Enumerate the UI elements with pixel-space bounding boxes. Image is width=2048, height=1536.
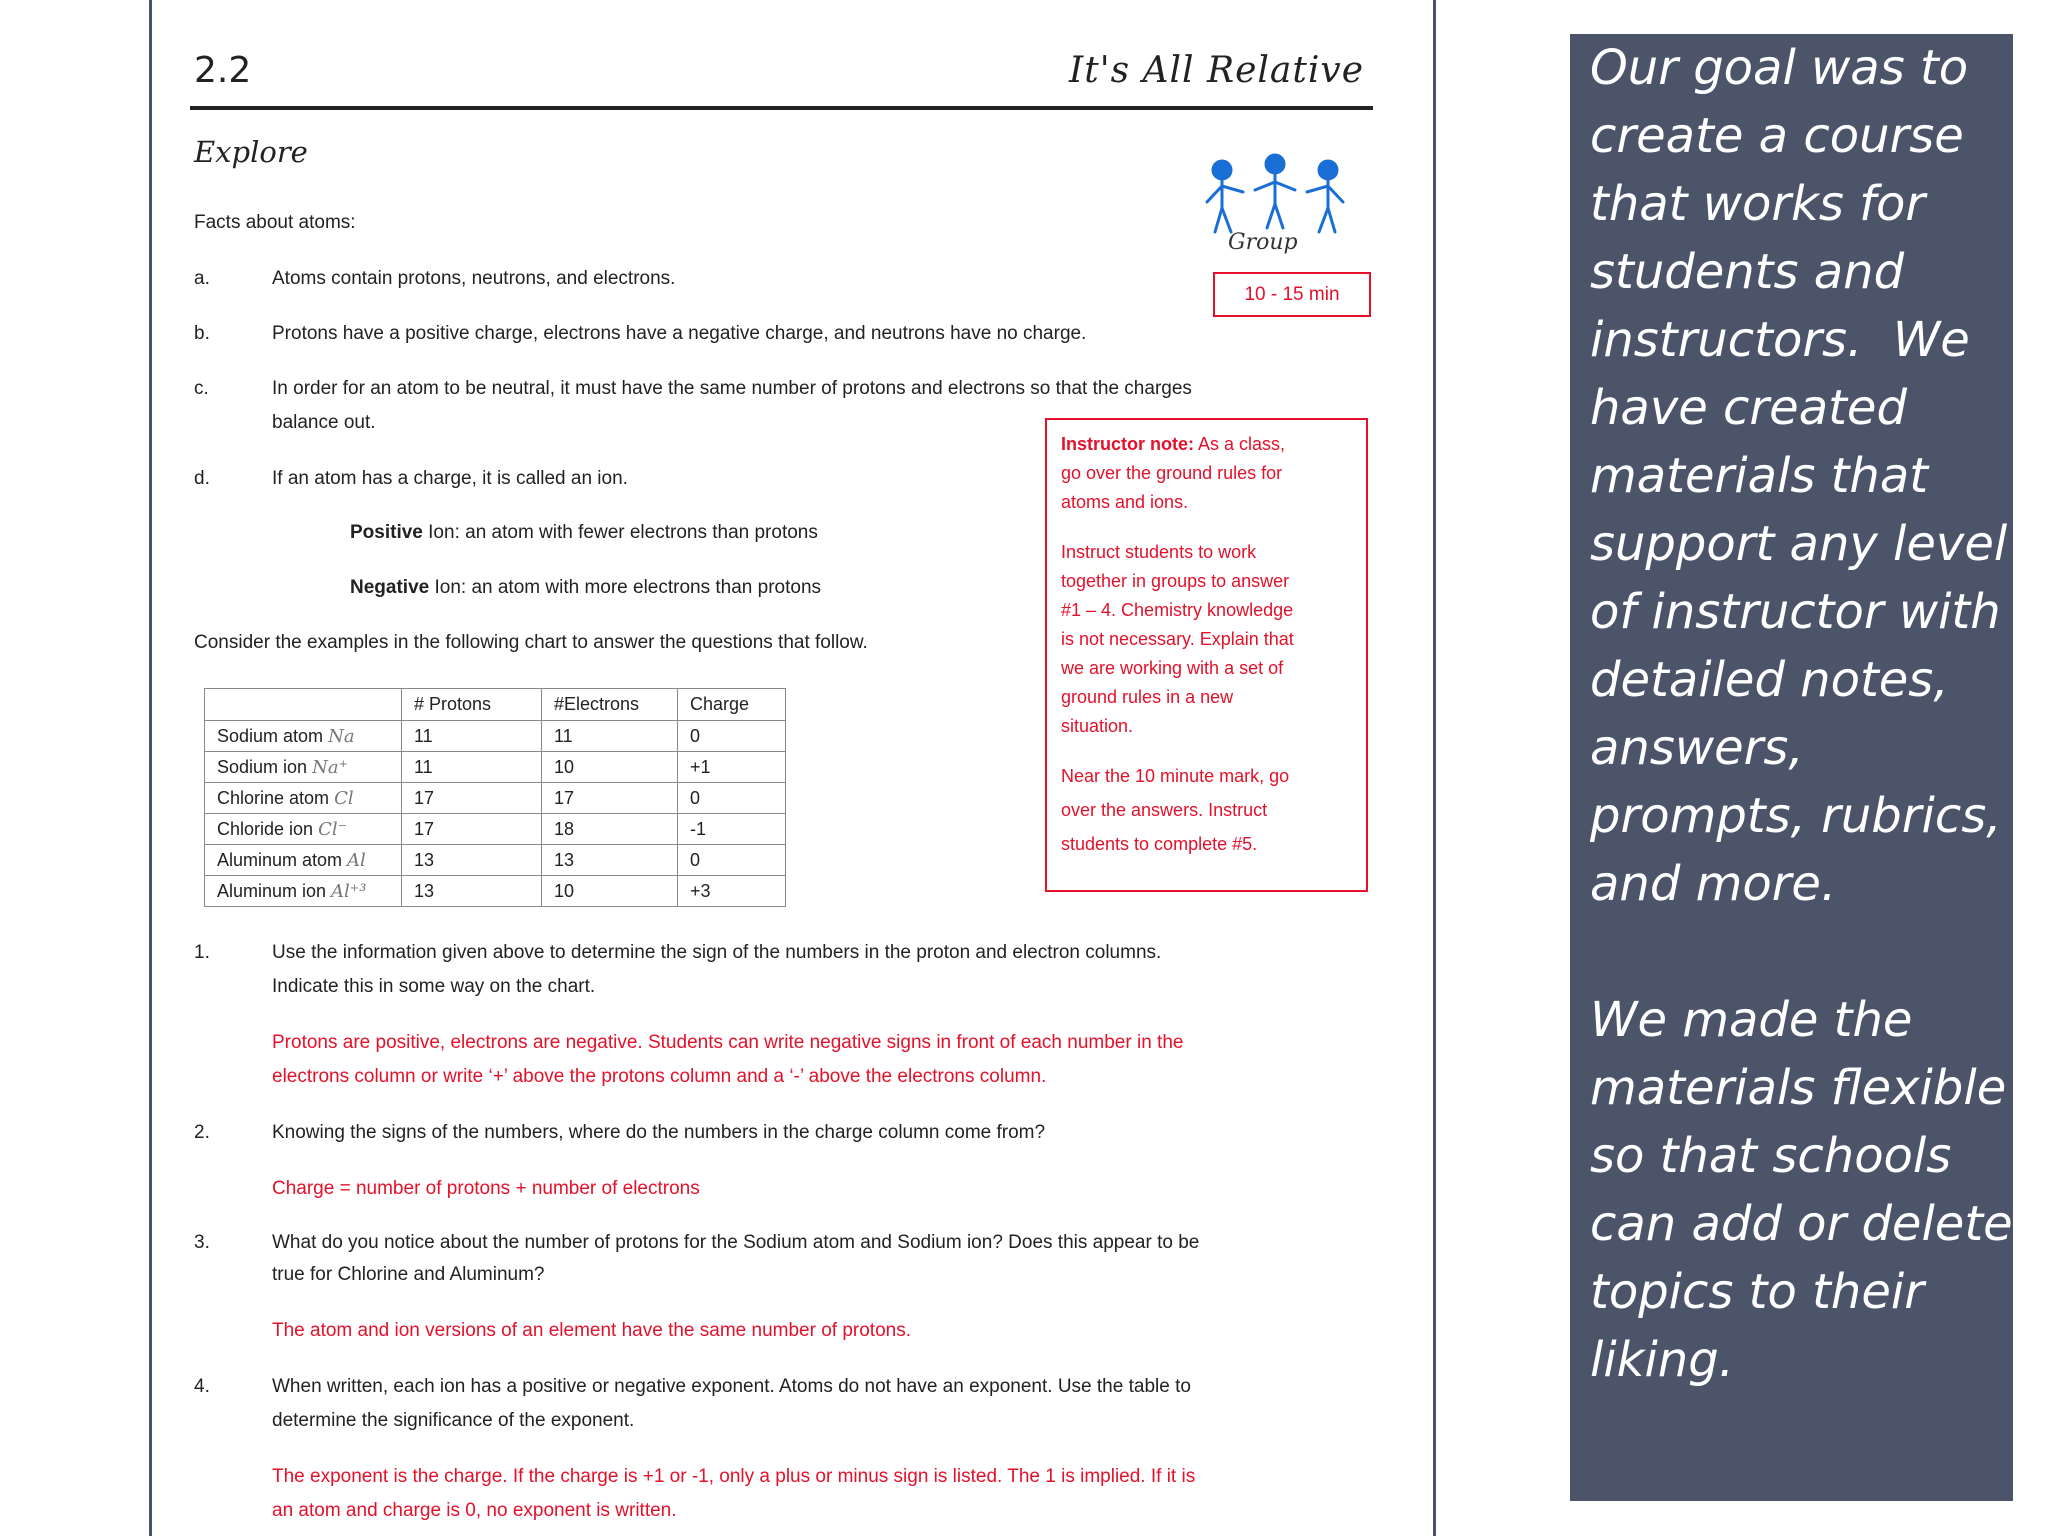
panel-line: students and	[1590, 244, 1905, 300]
instructor-note-box	[1045, 418, 1368, 892]
document-right-border	[1433, 0, 1436, 1536]
positive-ion-text: Ion: an atom with fewer electrons than protons	[422, 522, 818, 543]
question-text: Indicate this in some way on the chart.	[272, 976, 596, 997]
fact-marker: c.	[194, 378, 209, 399]
table-cell-charge: +1	[678, 752, 786, 783]
negative-ion-definition	[350, 577, 821, 599]
panel-line: prompts, rubrics,	[1590, 788, 2002, 844]
panel-line: have created	[1590, 380, 1907, 436]
panel-line: instructors. We	[1590, 312, 1970, 368]
species-symbol: Cl	[334, 787, 354, 809]
panel-line: Our goal was to	[1590, 40, 1969, 96]
positive-ion-definition	[350, 522, 818, 544]
table-cell-electrons: 11	[542, 721, 678, 752]
chart-intro: Consider the examples in the following chart to answer the questions that follow.	[194, 632, 868, 653]
answer-text: Charge = number of protons + number of electrons	[272, 1178, 700, 1199]
table-row	[205, 783, 786, 814]
table-cell-protons: 13	[402, 845, 542, 876]
instructor-note-line: students to complete #5.	[1061, 834, 1258, 854]
question-number: 1.	[194, 942, 210, 963]
table-cell-charge: 0	[678, 845, 786, 876]
explore-heading: Explore	[194, 135, 308, 169]
table-header-cell: # Protons	[402, 689, 542, 721]
panel-line: support any level	[1590, 516, 2008, 572]
table-cell-protons: 17	[402, 814, 542, 845]
positive-ion-term: Positive	[350, 522, 423, 543]
question-number: 4.	[194, 1376, 210, 1397]
instructor-note-line: #1 – 4. Chemistry knowledge	[1061, 600, 1294, 620]
question-text: determine the significance of the exponent.	[272, 1410, 635, 1431]
instructor-note-label: Instructor note:	[1061, 434, 1194, 454]
species-name: Sodium atom	[217, 725, 329, 746]
table-row	[205, 814, 786, 845]
fact-text: balance out.	[272, 412, 376, 433]
instructor-note-line: ground rules in a new	[1061, 687, 1234, 707]
panel-line: of instructor with	[1590, 584, 2001, 640]
instructor-note-line: situation.	[1061, 716, 1134, 736]
fact-text: If an atom has a charge, it is called an ion.	[272, 468, 628, 489]
question-text: What do you notice about the number of protons for the Sodium atom and Sodium ion? Does this appear to be	[272, 1232, 1200, 1253]
panel-line: that works for	[1590, 176, 1926, 232]
facts-intro: Facts about atoms:	[194, 212, 356, 233]
table-cell-charge: +3	[678, 876, 786, 907]
section-number: 2.2	[194, 50, 252, 91]
table-cell-protons: 17	[402, 783, 542, 814]
instructor-note-line: Instruct students to work	[1061, 542, 1257, 562]
negative-ion-term: Negative	[350, 577, 430, 598]
question-text: Use the information given above to determine the sign of the numbers in the proton and electron columns.	[272, 942, 1162, 963]
table-cell-protons: 11	[402, 721, 542, 752]
species-name: Aluminum atom	[217, 849, 348, 870]
panel-line: We made the	[1590, 992, 1913, 1048]
species-symbol: Na⁺	[312, 756, 349, 778]
answer-text: The atom and ion versions of an element have the same number of protons.	[272, 1320, 911, 1341]
section-title: It's All Relative	[1069, 50, 1364, 91]
table-header-cell: Charge	[678, 689, 786, 721]
panel-line: can add or delete	[1590, 1196, 2013, 1252]
question-text: Knowing the signs of the numbers, where do the numbers in the charge column come from?	[272, 1122, 1046, 1143]
species-symbol: Al	[347, 849, 366, 871]
answer-text: The exponent is the charge. If the charge is +1 or -1, only a plus or minus sign is listed. The 1 is implied. If it is	[272, 1466, 1196, 1487]
table-cell-name	[205, 845, 402, 876]
table-header-cell	[205, 689, 402, 721]
table-cell-electrons: 13	[542, 845, 678, 876]
document-left-border	[149, 0, 152, 1536]
time-badge: 10 - 15 min	[1213, 272, 1371, 317]
table-cell-electrons: 17	[542, 783, 678, 814]
fact-marker: d.	[194, 468, 210, 489]
panel-line: topics to their	[1590, 1264, 1924, 1320]
instructor-note-line: is not necessary. Explain that	[1061, 629, 1294, 649]
panel-line: liking.	[1590, 1332, 1734, 1388]
question-text: true for Chlorine and Aluminum?	[272, 1264, 545, 1285]
table-cell-name	[205, 876, 402, 907]
fact-text: Protons have a positive charge, electrons have a negative charge, and neutrons have no charge.	[272, 323, 1087, 344]
table-cell-name	[205, 783, 402, 814]
table-cell-name	[205, 814, 402, 845]
table-cell-charge: -1	[678, 814, 786, 845]
instructor-note-line	[1061, 430, 1285, 459]
table-cell-protons: 13	[402, 876, 542, 907]
instructor-note-line: together in groups to answer	[1061, 571, 1290, 591]
species-symbol: Na	[328, 725, 355, 747]
table-row	[205, 721, 786, 752]
species-name: Chlorine atom	[217, 787, 335, 808]
panel-line: materials flexible	[1590, 1060, 2007, 1116]
instructor-note-line: we are working with a set of	[1061, 658, 1284, 678]
atoms-ions-table	[204, 688, 786, 907]
table-cell-name	[205, 752, 402, 783]
panel-line: and more.	[1590, 856, 1837, 912]
table-row	[205, 845, 786, 876]
table-row	[205, 876, 786, 907]
table-cell-electrons: 10	[542, 752, 678, 783]
question-number: 2.	[194, 1122, 210, 1143]
table-cell-charge: 0	[678, 721, 786, 752]
summary-panel	[1570, 34, 2013, 1501]
species-name: Aluminum ion	[217, 880, 332, 901]
question-number: 3.	[194, 1232, 210, 1253]
group-label: Group	[1228, 230, 1298, 255]
table-cell-electrons: 10	[542, 876, 678, 907]
species-name: Sodium ion	[217, 756, 313, 777]
header-rule	[190, 106, 1373, 110]
species-symbol: Al⁺³	[331, 880, 367, 902]
panel-line: answers,	[1590, 720, 1804, 776]
table-cell-charge: 0	[678, 783, 786, 814]
answer-text: an atom and charge is 0, no exponent is written.	[272, 1500, 677, 1521]
fact-marker: b.	[194, 323, 210, 344]
table-cell-electrons: 18	[542, 814, 678, 845]
table-cell-protons: 11	[402, 752, 542, 783]
species-name: Chloride ion	[217, 818, 319, 839]
fact-text: In order for an atom to be neutral, it must have the same number of protons and electrons so that the charges	[272, 378, 1192, 399]
species-symbol: Cl⁻	[318, 818, 348, 840]
fact-text: Atoms contain protons, neutrons, and electrons.	[272, 268, 676, 289]
panel-line: materials that	[1590, 448, 1929, 504]
panel-line: detailed notes,	[1590, 652, 1949, 708]
table-cell-name	[205, 721, 402, 752]
panel-line: so that schools	[1590, 1128, 1952, 1184]
table-header-cell: #Electrons	[542, 689, 678, 721]
question-text: When written, each ion has a positive or negative exponent. Atoms do not have an exponent. Use the table to	[272, 1376, 1191, 1397]
instructor-note-line: atoms and ions.	[1061, 492, 1189, 512]
panel-line: create a course	[1590, 108, 1964, 164]
instructor-note-line: over the answers. Instruct	[1061, 800, 1268, 820]
answer-text: Protons are positive, electrons are negative. Students can write negative signs in front of each number in the	[272, 1032, 1184, 1053]
table-row	[205, 752, 786, 783]
table-header-row	[205, 689, 786, 721]
instructor-note-line: go over the ground rules for	[1061, 463, 1283, 483]
instructor-note-line: Near the 10 minute mark, go	[1061, 766, 1290, 786]
instructor-note-text: As a class,	[1194, 434, 1286, 454]
answer-text: electrons column or write ‘+’ above the protons column and a ‘-’ above the electrons column.	[272, 1066, 1047, 1087]
negative-ion-text: Ion: an atom with more electrons than protons	[429, 577, 822, 598]
worksheet-page	[190, 0, 1380, 1536]
fact-marker: a.	[194, 268, 210, 289]
